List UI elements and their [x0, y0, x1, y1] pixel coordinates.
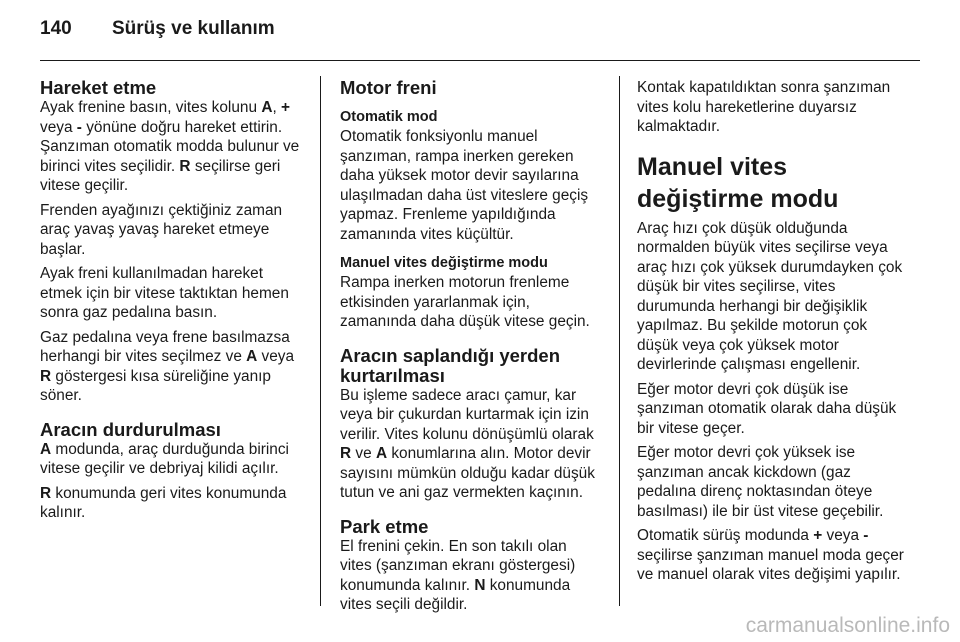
section-heading-park-etme: Park etme: [340, 515, 429, 537]
section-heading-motor-freni: Motor freni: [340, 77, 437, 98]
paragraph: Bu işleme sadece aracı çamur, kar veya bir çukurdan kurtarmak için izin verilir. Vites kolunu dönüşümlü olarak R ve A konumlarına alın. Motor devir sayısını mümkün olduğu kadar düşük tutun ve ani gaz vermekten kaçının.: [340, 386, 595, 501]
section-heading-saplandigi-yerden: Aracın saplandığı yerden kurtarılması: [340, 344, 561, 386]
paragraph: Ayak freni kullanılmadan hareket etmek için bir vitese taktıktan hemen sonra gaz pedalına basın.: [40, 265, 289, 321]
watermark: carmanualsonline.info: [745, 614, 950, 637]
page-title: Sürüş ve kullanım: [112, 18, 275, 39]
paragraph: Otomatik fonksiyonlu manuel şanzıman, rampa inerken gereken daha yüksek motor devir sayılarına ulaşılmadan daha üst viteslere geçiş yapmaz. Frenleme yapıldığında zamanında vites küçültür.: [340, 128, 589, 243]
column-right: [637, 78, 907, 590]
section-heading-hareket-etme: Hareket etme: [40, 77, 157, 98]
column-middle: [340, 78, 602, 620]
paragraph: Rampa inerken motorun frenleme etkisinden yararlanmak için, zamanında daha düşük vitese geçin.: [340, 274, 590, 330]
section-heading-manuel-vites-degistirme-modu: Manuel vites değiştirme modu: [637, 152, 839, 213]
paragraph: Araç hızı çok düşük olduğunda normalden büyük vites seçilirse veya araç hızı çok yüksek durumdayken çok düşük bir vites seçilirse, vites durumunda herhangi bir değişiklik yapılmaz. Bu şekilde motorun çok düşük veya çok yüksek motor devirlerinde çalışması engellenir.: [637, 219, 903, 373]
header-rule: [40, 60, 920, 61]
section-heading-aracin-durdurulmasi: Aracın durdurulması: [40, 418, 221, 440]
paragraph: Eğer motor devri çok yüksek ise şanzıman ancak kickdown (gaz pedalına direnç noktasından öteye basılması) ile bir üst vitese geçebilir.: [637, 444, 884, 520]
paragraph: Eğer motor devri çok düşük ise şanzıman otomatik olarak daha düşük bir vitese geçer.: [637, 380, 897, 437]
column-divider: [619, 76, 620, 606]
paragraph: El frenini çekin. En son takılı olan vites (şanzıman ekranı göstergesi) konumunda kalınır. N konumunda vites seçili değildir.: [340, 537, 576, 613]
paragraph: Ayak frenine basın, vites kolunu A, + veya - yönüne doğru hareket ettirin. Şanzıman otomatik modda bulunur ve birinci vites seçilidir. R seçilirse geri vitese geçilir.: [40, 99, 300, 194]
column-divider: [320, 76, 321, 606]
page-number: 140: [40, 18, 72, 39]
column-left: [40, 78, 308, 528]
paragraph: Otomatik sürüş modunda + veya - seçilirse şanzıman manuel moda geçer ve manuel olarak vites değişimi yapılır.: [637, 527, 904, 583]
paragraph: Kontak kapatıldıktan sonra şanzıman vites kolu hareketlerine duyarsız kalmaktadır.: [637, 79, 891, 135]
paragraph: Gaz pedalına veya frene basılmazsa herhangi bir vites seçilmez ve A veya R göstergesi kısa süreliğine yanıp söner.: [40, 328, 295, 404]
paragraph: Frenden ayağınızı çektiğiniz zaman araç yavaş yavaş hareket etmeye başlar.: [40, 201, 283, 258]
page-header: [40, 18, 275, 40]
paragraph: R konumunda geri vites konumunda kalınır.: [40, 484, 287, 521]
subheading-manuel-vites: Manuel vites değiştirme modu: [340, 255, 548, 271]
subheading-otomatik-mod: Otomatik mod: [340, 109, 438, 125]
paragraph: A modunda, araç durduğunda birinci vitese geçilir ve debriyaj kilidi açılır.: [40, 440, 289, 477]
